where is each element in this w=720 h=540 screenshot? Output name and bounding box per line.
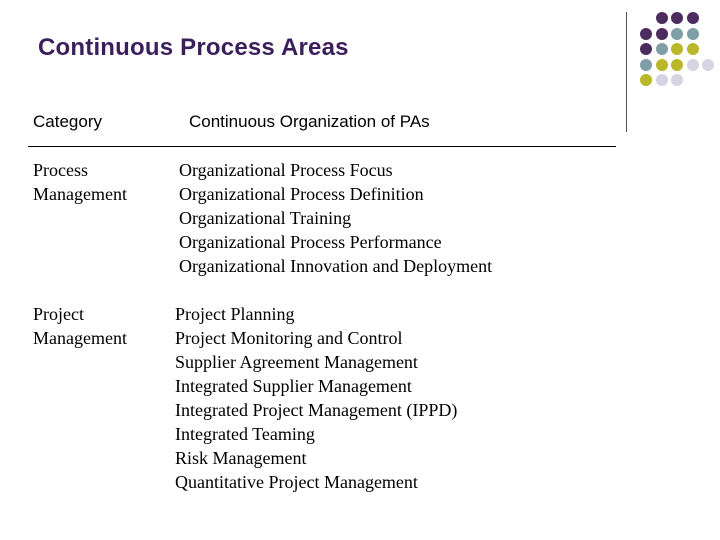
process-area-item: Risk Management (175, 448, 307, 468)
decorative-dot (671, 74, 683, 86)
process-area-list-process-management (179, 158, 492, 278)
process-area-item: Project Monitoring and Control (175, 328, 403, 348)
decorative-dot (702, 59, 714, 71)
process-area-item: Organizational Training (179, 208, 352, 228)
decorative-dot (640, 74, 652, 86)
decorative-dot (687, 43, 699, 55)
process-area-item: Organizational Process Focus (179, 160, 393, 180)
decorative-dot (656, 74, 668, 86)
process-area-item: Organizational Process Definition (179, 184, 424, 204)
decorative-dot (671, 28, 683, 40)
process-area-item: Organizational Process Performance (179, 232, 442, 252)
slide-title: Continuous Process Areas (38, 34, 349, 61)
decorative-dot (671, 59, 683, 71)
decorative-dot-grid (640, 12, 720, 122)
process-area-item: Quantitative Project Management (175, 472, 418, 492)
category-process-management: Process Management (33, 160, 127, 204)
column-header-category: Category (33, 112, 102, 131)
decorative-dot (671, 12, 683, 24)
decorative-dot (671, 43, 683, 55)
process-area-item: Organizational Innovation and Deployment (179, 256, 493, 276)
decorative-dot (640, 43, 652, 55)
process-area-item: Integrated Supplier Management (175, 376, 412, 396)
column-header-organization: Continuous Organization of PAs (189, 112, 430, 131)
category-project-management: Project Management (33, 304, 127, 348)
decorative-dot (656, 12, 668, 24)
process-area-list-project-management (175, 302, 457, 494)
decorative-dot (687, 59, 699, 71)
decorative-dot (656, 28, 668, 40)
decorative-dot (656, 43, 668, 55)
decorative-dot (687, 28, 699, 40)
process-area-item: Project Planning (175, 304, 295, 324)
process-area-item: Integrated Teaming (175, 424, 315, 444)
decorative-dot (687, 12, 699, 24)
decorative-dot (640, 28, 652, 40)
decorative-dot (640, 59, 652, 71)
vertical-divider (626, 12, 627, 132)
decorative-dot (656, 59, 668, 71)
process-area-item: Supplier Agreement Management (175, 352, 418, 372)
header-rule (28, 146, 616, 147)
process-area-item: Integrated Project Management (IPPD) (175, 400, 458, 420)
